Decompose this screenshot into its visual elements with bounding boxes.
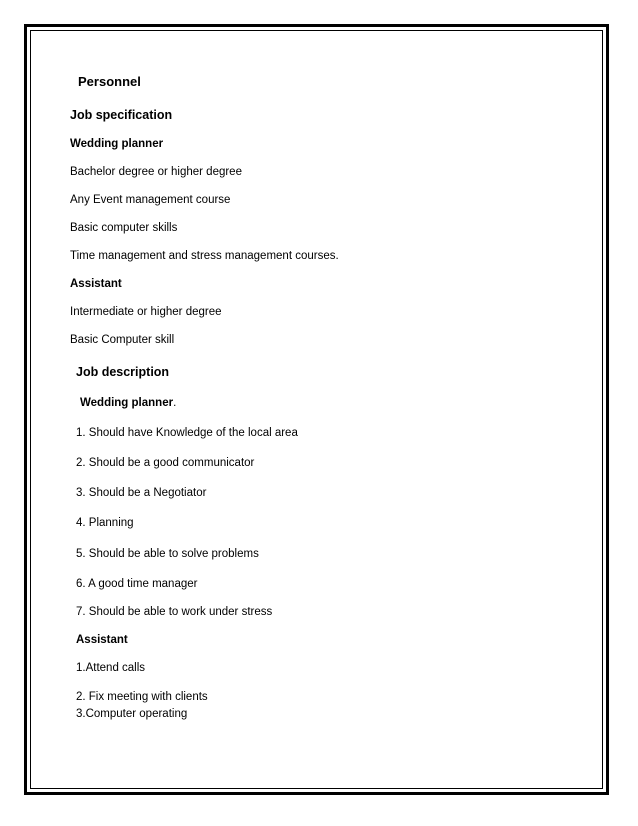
desc-wedding-planner-heading-suffix: . xyxy=(173,397,177,409)
desc-wedding-planner-heading-line xyxy=(80,396,176,410)
spec-assistant-item: Basic Computer skill xyxy=(70,334,175,346)
desc-wedding-planner-item: 7. Should be able to work under stress xyxy=(76,606,273,618)
spec-wedding-planner-heading: Wedding planner xyxy=(70,138,164,150)
desc-wedding-planner-item: 2. Should be a good communicator xyxy=(76,457,255,469)
desc-assistant-item: 1.Attend calls xyxy=(76,662,146,674)
desc-assistant-item: 2. Fix meeting with clients xyxy=(76,691,208,703)
desc-assistant-heading: Assistant xyxy=(76,634,128,646)
desc-wedding-planner-item: 4. Planning xyxy=(76,517,134,529)
spec-assistant-item: Intermediate or higher degree xyxy=(70,306,222,318)
desc-wedding-planner-item: 3. Should be a Negotiator xyxy=(76,487,207,499)
spec-wedding-planner-item: Any Event management course xyxy=(70,194,231,206)
desc-wedding-planner-item: 1. Should have Knowledge of the local area xyxy=(76,427,298,439)
job-description-heading: Job description xyxy=(76,365,170,379)
job-specification-heading: Job specification xyxy=(70,108,173,122)
page-title: Personnel xyxy=(78,74,141,89)
spec-wedding-planner-item: Time management and stress management courses. xyxy=(70,250,339,262)
desc-wedding-planner-heading: Wedding planner xyxy=(80,397,174,409)
desc-assistant-item: 3.Computer operating xyxy=(76,708,188,720)
desc-wedding-planner-item: 6. A good time manager xyxy=(76,578,198,590)
spec-wedding-planner-item: Bachelor degree or higher degree xyxy=(70,166,242,178)
spec-wedding-planner-item: Basic computer skills xyxy=(70,222,178,234)
desc-wedding-planner-item: 5. Should be able to solve problems xyxy=(76,548,259,560)
spec-assistant-heading: Assistant xyxy=(70,278,122,290)
